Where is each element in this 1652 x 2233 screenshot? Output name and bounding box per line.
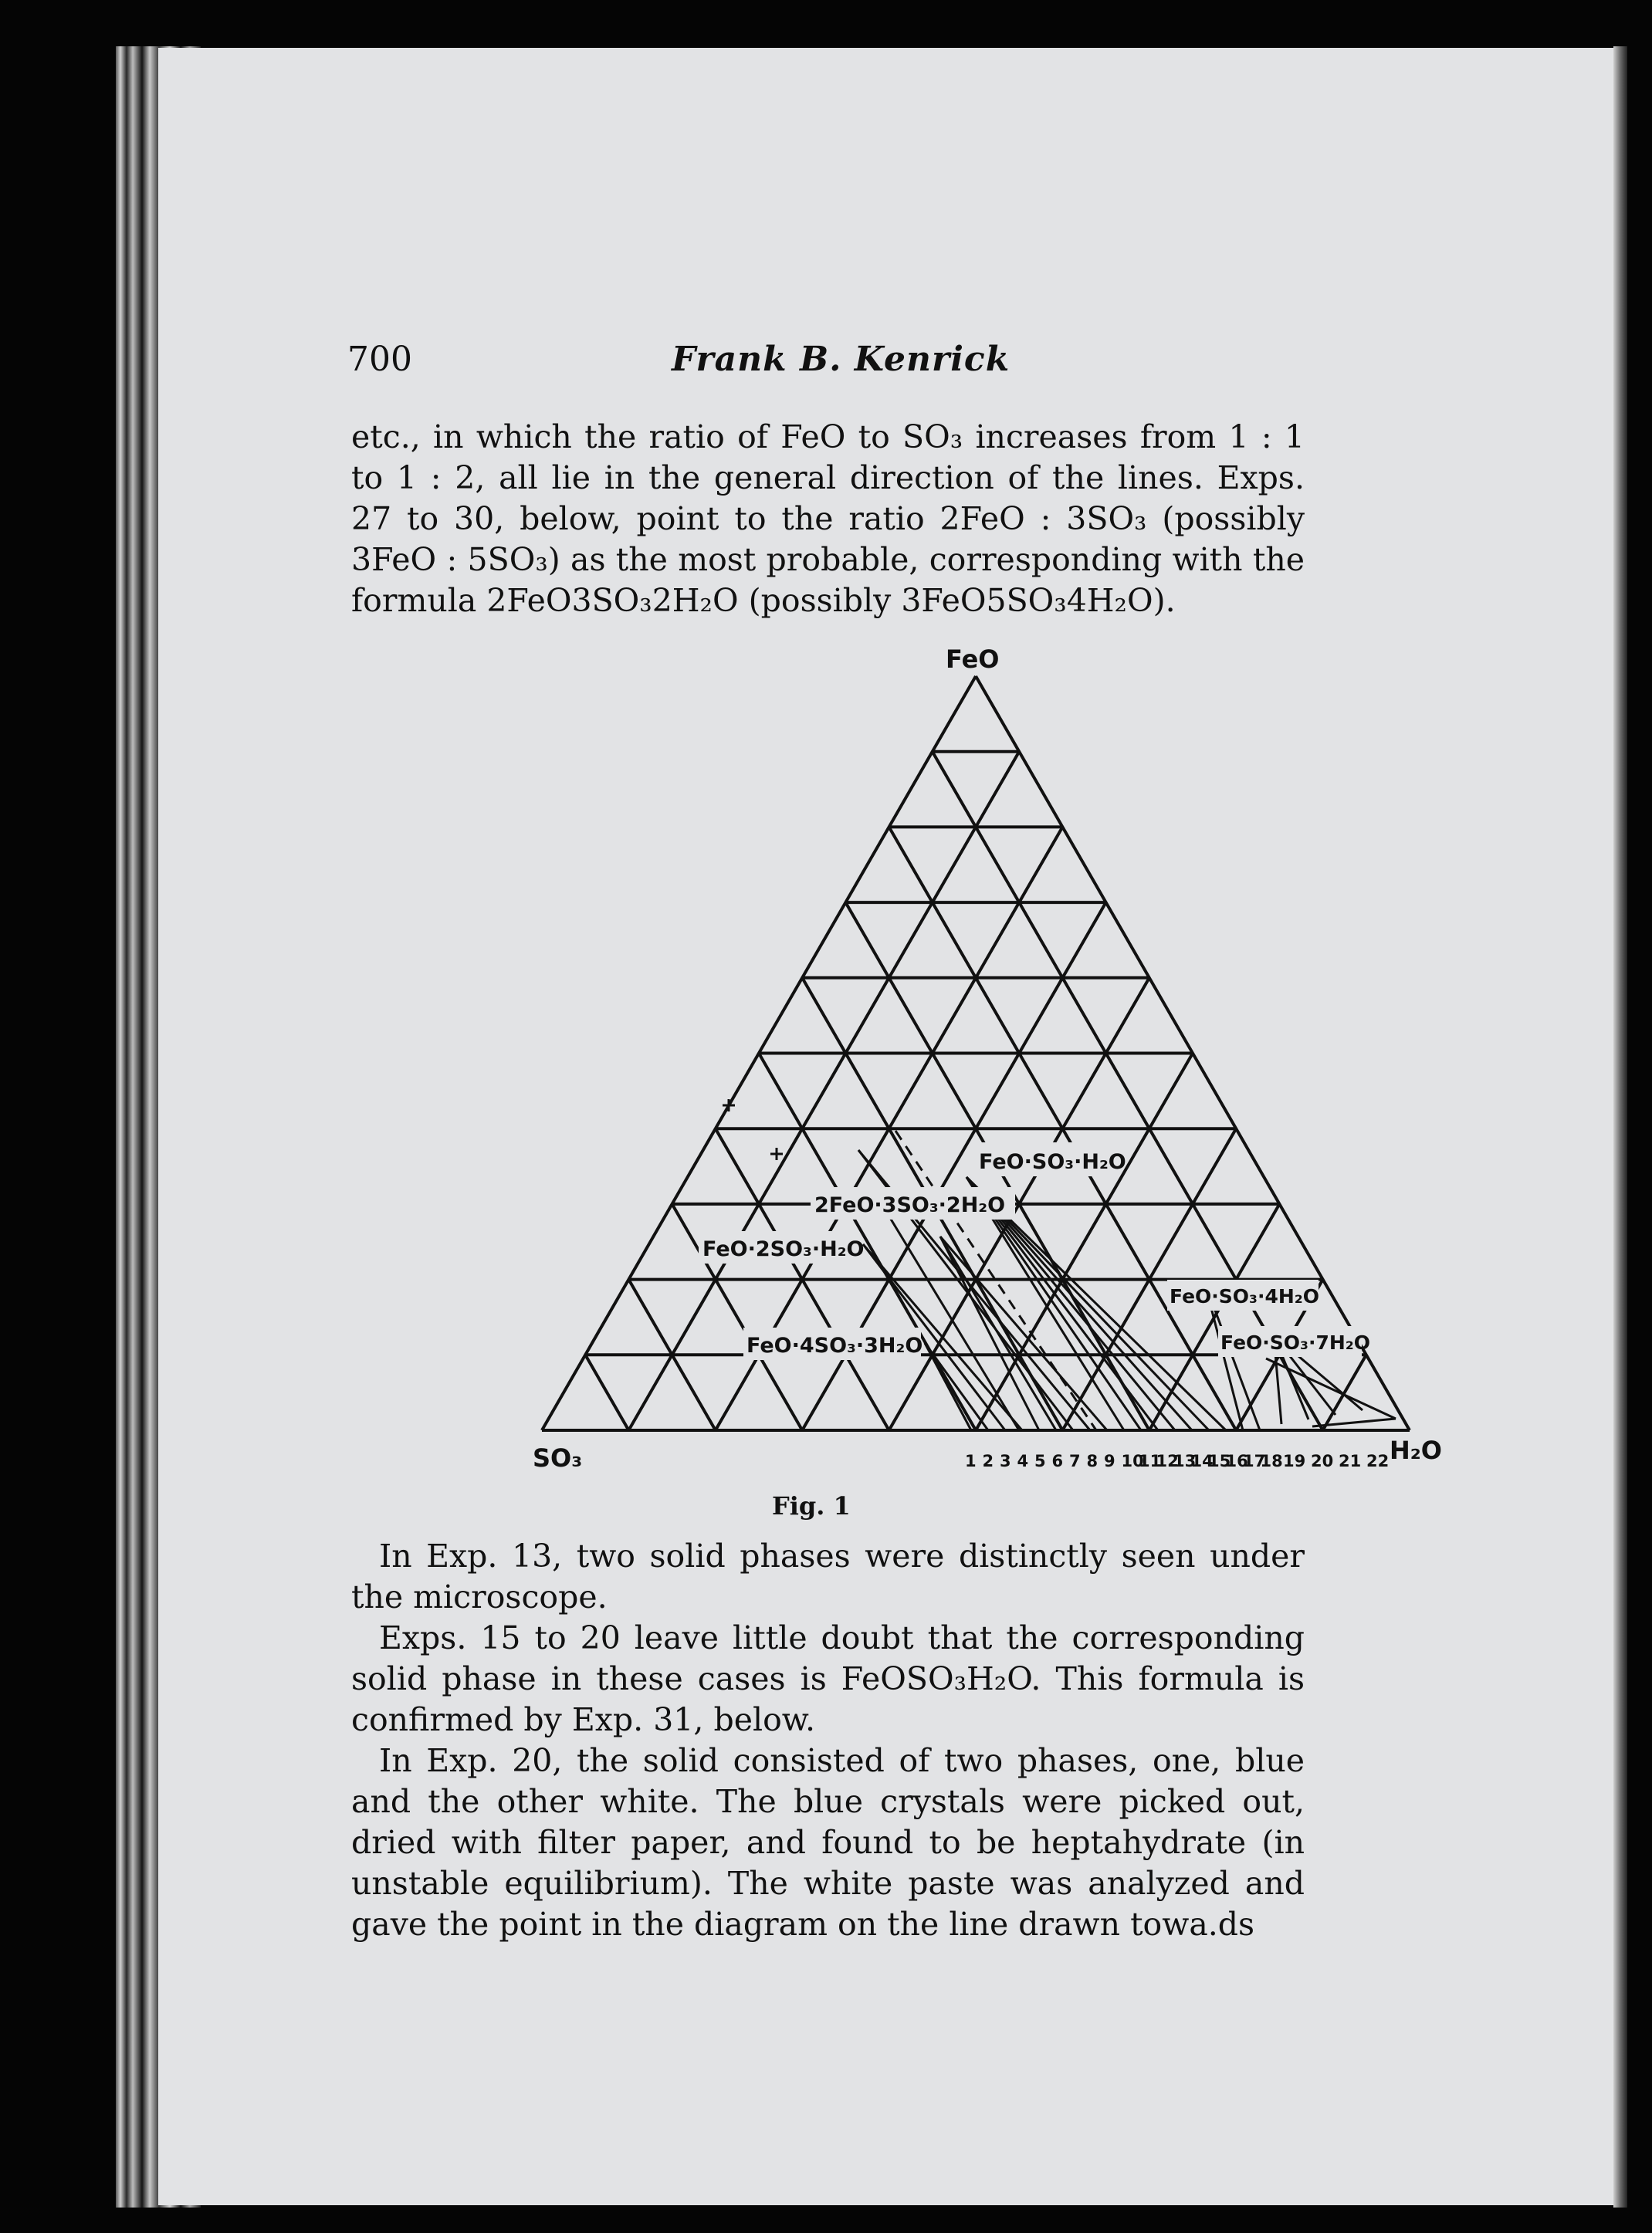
paragraph-exp-15-20: Exps. 15 to 20 leave little doubt that the corresponding solid phase in these cases is FeOSO₃H₂O. This formula is confirmed by Exp. 31, below. <box>351 1619 1305 1738</box>
experiment-number: 2 <box>982 1452 994 1470</box>
phase-label-2: 2FeO·3SO₃·2H₂O <box>814 1193 1006 1217</box>
experiment-number: 19 <box>1283 1452 1306 1470</box>
triangle-grid <box>542 676 1410 1430</box>
experiment-number: 18 <box>1260 1452 1283 1470</box>
experiment-number: 5 <box>1034 1452 1046 1470</box>
paragraph-top: etc., in which the ratio of FeO to SO₃ increases from 1 : 1 to 1 : 2, all lie in the general direction of the lines. Exps. 27 to 30, below, point to the ratio 2FeO : 3SO₃ (possibly 3FeO : 5SO₃) as the most probable, corresponding with the formula 2FeO3SO₃2H₂O (possibly 3FeO5SO₃4H₂O). <box>351 418 1305 619</box>
experiment-number: 11 <box>1139 1452 1162 1470</box>
experiment-number: 22 <box>1366 1452 1390 1470</box>
tie-line <box>1312 1419 1396 1426</box>
vertex-label-left: SO₃ <box>533 1443 583 1473</box>
experiment-number: 14 <box>1190 1452 1214 1470</box>
running-head: Frank B. Kenrick <box>672 340 1010 379</box>
figure-caption: Fig. 1 <box>772 1491 851 1521</box>
experiment-number: 21 <box>1339 1452 1362 1470</box>
experiment-number: 12 <box>1156 1452 1179 1470</box>
experiment-number: 17 <box>1243 1452 1266 1470</box>
experiment-number: 13 <box>1173 1452 1197 1470</box>
paragraph-exp-20: In Exp. 20, the solid consisted of two phases, one, blue and the other white. The blue crystals were picked out, dried with filter paper, and found to be heptahydrate (in unstable equilibrium). The white paste was analyzed and gave the point in the diagram on the line drawn towa.ds <box>351 1742 1305 1943</box>
paragraph-exp-13: In Exp. 13, two solid phases were distinctly seen under the microscope. <box>351 1538 1305 1616</box>
experiment-number: 8 <box>1086 1452 1099 1470</box>
experiment-number: 10 <box>1121 1452 1144 1470</box>
page-number: 700 <box>347 340 412 379</box>
phase-label-6: FeO·SO₃·7H₂O <box>1220 1331 1370 1354</box>
phase-label-3: FeO·2SO₃·H₂O <box>702 1237 865 1261</box>
experiment-number: 20 <box>1311 1452 1334 1470</box>
experiment-number: 9 <box>1104 1452 1115 1470</box>
phase-label-1: FeO·SO₃·H₂O <box>979 1150 1126 1174</box>
experiment-number: 4 <box>1017 1452 1029 1470</box>
vertex-label-top: FeO <box>946 645 1000 674</box>
experiment-number: 1 <box>965 1452 977 1470</box>
experiment-number: 7 <box>1069 1452 1081 1470</box>
vertex-label-right: H₂O <box>1390 1436 1442 1465</box>
phase-label-4: FeO·4SO₃·3H₂O <box>746 1334 923 1358</box>
paragraphs-bottom <box>351 1536 1305 1945</box>
experiment-number: 3 <box>1000 1452 1011 1470</box>
experiment-number: 15 <box>1208 1452 1231 1470</box>
experiment-numbers <box>965 1452 1389 1470</box>
phase-label-5: FeO·SO₃·4H₂O <box>1170 1285 1319 1308</box>
experiment-number: 6 <box>1051 1452 1064 1470</box>
experiment-number: 16 <box>1225 1452 1248 1470</box>
